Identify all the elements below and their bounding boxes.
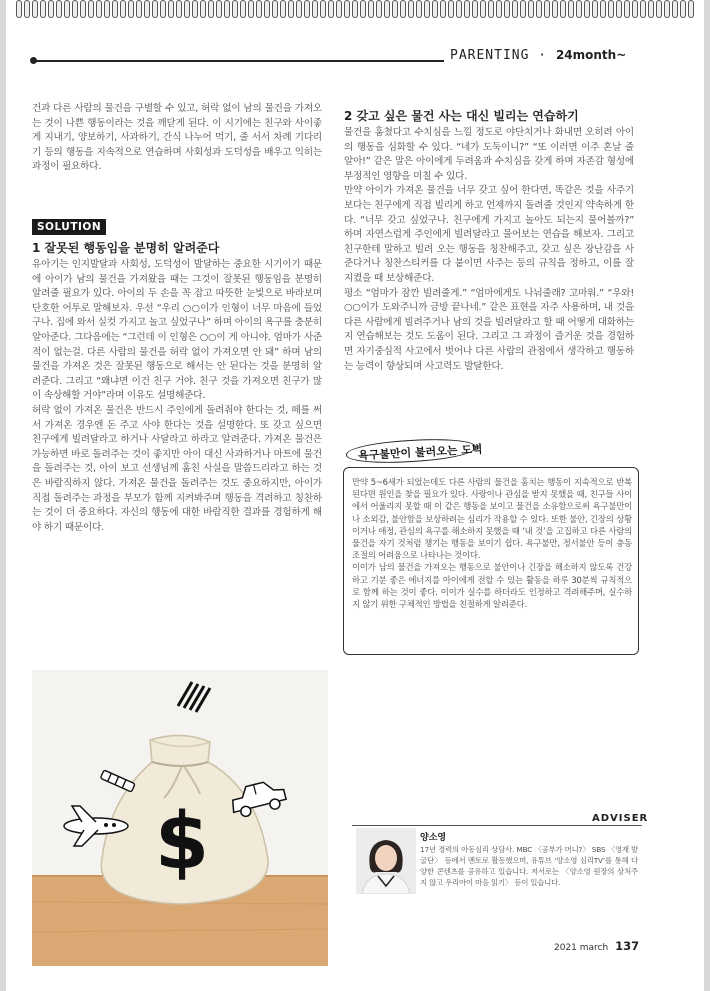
binding-ring (384, 0, 390, 18)
binding-ring (536, 0, 542, 18)
adviser-label: ADVISER (592, 813, 649, 824)
binding-ring (648, 0, 654, 18)
binding-ring (552, 0, 558, 18)
binding-ring (432, 0, 438, 18)
binding-ring (392, 0, 398, 18)
binding-ring (544, 0, 550, 18)
tip-body-2: 이이가 남의 물건을 가져오는 행동으로 불안이나 긴장을 해소하지 않도록 건강하고 기분 좋은 에너지를 아이에게 전할 수 있는 활동을 하루 30분씩 규칙적으로 함께 하는 것이 좋다. 이이가 실수를 하더라도 인정하고 격려해주며, 실수하지 않기 위한 구체적인 방법을 친절하게 알려준다. (352, 562, 632, 610)
section-2-body-1: 물건을 훔쳤다고 수치심을 느낄 정도로 야단치거나 화내면 오히려 아이의 행동을 심화할 수 있다. “네가 도둑이니?” “또 이러면 이주 혼날 줄 알아!” 같은 말은 아이에게 두려움과 수치심을 갖게 하며 자존감 형성에 부정적인 영향을 미칠 수 있다. (344, 127, 634, 182)
binding-ring (488, 0, 494, 18)
adviser-name: 양소영 (420, 833, 447, 843)
binding-ring (640, 0, 646, 18)
binding-ring (240, 0, 246, 18)
binding-ring (248, 0, 254, 18)
binding-ring (320, 0, 326, 18)
binding-ring (440, 0, 446, 18)
svg-text:$: $ (154, 797, 210, 887)
binding-ring (456, 0, 462, 18)
binding-ring (616, 0, 622, 18)
binding-ring (64, 0, 70, 18)
adviser-rule (352, 825, 642, 826)
binding-ring (184, 0, 190, 18)
adviser-portrait (356, 828, 416, 894)
binding-ring (496, 0, 502, 18)
section-2 (344, 108, 634, 374)
binding-ring (328, 0, 334, 18)
binding-ring (528, 0, 534, 18)
binding-ring (416, 0, 422, 18)
section-2-body-2: 만약 아이가 가져온 물건을 너무 갖고 싶어 한다면, 똑같은 것을 사주기보다는 친구에게 직접 빌리게 하고 언제까지 돌려줄 것인지 약속하게 한다. “너무 갖고 싶었구나. 친구에게 가지고 놀아도 되는지 물어볼까?” 하며 자연스럽게 주인에게 빌려달라고 물어보는 연습을 해보자. 그리고 친구한테 말하고 빌려 오는 행동을 칭찬해주고, 갖고 싶은 장난감을 사준다거나 칭찬스티커를 다 붙이면 사주는 등의 규칙을 정하고, 이를 잘 지켰을 때 보상해준다. (344, 185, 634, 284)
section-2-body-3: 평소 “엄마가 잠깐 빌려줄게.” “엄마에게도 나눠줄래? 고마워.” “우와! ○○이가 도와주니까 금방 끝나네.” 같은 표현을 자주 사용하며, 내 것을 다른 사람에게 빌려주거나 남의 것을 빌려달라고 할 때 어떻게 대화하는지 연습해보는 것도 도움이 된다. 그리고 그 과정이 즐거운 것을 경험하면 자기중심적 사고에서 벗어나 다른 사람의 관점에서 생각하고 행동하는 능력이 향상되며 사고력도 발달한다. (344, 287, 634, 372)
binding-ring (208, 0, 214, 18)
binding-ring (632, 0, 638, 18)
binding-ring (144, 0, 150, 18)
binding-ring (24, 0, 30, 18)
binding-ring (584, 0, 590, 18)
binding-ring (80, 0, 86, 18)
header-rule (34, 60, 444, 62)
binding-ring (680, 0, 686, 18)
binding-ring (160, 0, 166, 18)
binding-ring (48, 0, 54, 18)
section-subtitle: 24month~ (555, 48, 627, 62)
binding-ring (368, 0, 374, 18)
page-number: 137 (615, 939, 640, 953)
intro-paragraph: 건과 다른 사람의 물건을 구별할 수 있고, 허락 없이 남의 물건을 가져오는 것이 나쁜 행동이라는 것을 깨닫게 된다. 이 시기에는 친구와 사이좋게 지내기, 양보하기, 사과하기, 간식 나누어 먹기, 줄 서서 차례 기다리기 등의 행동을 지속적으로 연습하며 사회성과 도덕성을 배우고 익히는 과정이 필요하다. (32, 103, 322, 173)
binding-ring (664, 0, 670, 18)
binding-ring (672, 0, 678, 18)
section-1-heading: 1 잘못된 행동임을 분명히 알려준다 (32, 241, 220, 255)
binding-ring (56, 0, 62, 18)
binding-ring (200, 0, 206, 18)
binding-ring (688, 0, 694, 18)
binding-ring (608, 0, 614, 18)
binding-ring (480, 0, 486, 18)
binding-ring (472, 0, 478, 18)
binding-ring (72, 0, 78, 18)
binding-ring (168, 0, 174, 18)
adviser-bio: 17년 경력의 아동심리 상담사. MBC 〈공부가 머니?〉 SBS 〈영재 발굴단〉 등에서 멘토로 활동했으며, 유튜브 ‘양소영 심리TV’를 통해 다양한 콘텐츠를 공유하고 있습니다. 저서로는 〈양소영 원장의 상처주지 않고 우리아이 마음 읽기〉 등이 있습니다. (420, 845, 638, 887)
binding-ring (88, 0, 94, 18)
binding-ring (656, 0, 662, 18)
binding-ring (128, 0, 134, 18)
solution-badge: SOLUTION (32, 219, 106, 235)
binding-ring (224, 0, 230, 18)
binding-ring (512, 0, 518, 18)
money-bag-illustration (32, 670, 328, 966)
section-1 (32, 240, 322, 535)
issue-date: 2021 march (554, 943, 609, 953)
binding-ring (336, 0, 342, 18)
binding-ring (600, 0, 606, 18)
binding-ring (112, 0, 118, 18)
magazine-page (6, 0, 704, 991)
binding-ring (592, 0, 598, 18)
binding-ring (272, 0, 278, 18)
binding-ring (360, 0, 366, 18)
binding-ring (216, 0, 222, 18)
binding-ring (152, 0, 158, 18)
binding-ring (192, 0, 198, 18)
binding-ring (352, 0, 358, 18)
section-name: PARENTING (450, 48, 530, 63)
tip-title: 욕구불만이 불러오는 도벽 (357, 442, 483, 463)
tip-body-1: 만약 5~6세가 되었는데도 다른 사람의 물건을 훔치는 행동이 지속적으로 반복된다면 원인을 찾을 필요가 있다. 사랑이나 관심을 받지 못했을 때, 친구들 사이에서 어울리지 못할 때 이 같은 행동을 보이고 물건을 소유함으로써 욕구불만이나 소외감, 불안함을 보상하려는 심리가 작용할 수 있다. 또한 불안, 긴장의 상황이거나 애정, 관심의 욕구를 해소하지 못했을 때 ‘내 것’을 고집하고 다른 사람의 물건을 자기 것처럼 챙기는 행동을 보이기 쉽다. 욕구불만, 정서불안 등이 충동조절의 어려움으로 나타나는 것이다. (352, 477, 632, 561)
binding-ring (568, 0, 574, 18)
binding-ring (32, 0, 38, 18)
binding-ring (264, 0, 270, 18)
binding-ring (424, 0, 430, 18)
money-bag-photo (32, 670, 328, 966)
adviser-portrait-drawing (356, 828, 416, 894)
binding-ring (408, 0, 414, 18)
binding-ring (256, 0, 262, 18)
section-1-body-2: 허락 없이 가져온 물건은 반드시 주인에게 돌려줘야 한다는 것, 떼를 써서 가져온 경우엔 돈 주고 사야 한다는 것을 설명한다. 또 갖고 싶으면 친구에게 빌려달라고 하거나 사달라고 하라고 알려준다. 가져온 물건은 가능하면 바로 돌려주는 것이 좋지만 아이 대신 사과하거나 마트에 물건을 돌려주는 것, 아이 보고 선생님께 훔친 사실을 말씀드리라고 하는 것은 바람직하지 않다. 가져온 물건을 돌려주는 것도 중요하지만, 아이가 직접 돌려주는 과정을 부모가 함께 지켜봐주며 행동을 격려하고 칭찬하는 것이 더 중요하다. 자신의 행동에 대한 바람직한 결과를 경험하게 해야 하기 때문이다. (32, 404, 322, 533)
binding-ring (104, 0, 110, 18)
binding-ring (448, 0, 454, 18)
binding-ring (400, 0, 406, 18)
binding-ring (304, 0, 310, 18)
section-2-heading: 2 갖고 싶은 물건 사는 대신 빌리는 연습하기 (344, 109, 579, 123)
binding-ring (504, 0, 510, 18)
binding-ring (40, 0, 46, 18)
section-header (450, 48, 626, 63)
binding-ring (96, 0, 102, 18)
binding-ring (120, 0, 126, 18)
binding-ring (16, 0, 22, 18)
binding-ring (560, 0, 566, 18)
binding-ring (464, 0, 470, 18)
binding-ring (232, 0, 238, 18)
binding-ring (520, 0, 526, 18)
page-footer (554, 939, 639, 953)
binding-ring (376, 0, 382, 18)
binding-ring (280, 0, 286, 18)
binding-ring (136, 0, 142, 18)
binding-ring (344, 0, 350, 18)
binding-ring (288, 0, 294, 18)
header-separator: · (538, 48, 556, 63)
section-1-body-1: 유아기는 인지발달과 사회성, 도덕성이 발달하는 중요한 시기이기 때문에 아이가 남의 물건을 가져왔을 때는 그것이 잘못된 행동임을 분명히 알려줄 필요가 있다. 아이의 두 손을 꼭 잡고 따뜻한 눈빛으로 바라보며 단호한 어투로 말해보자. 우선 “우리 ○○이가 인형이 너무 마음에 들었구나. 집에 와서 실컷 가지고 놀고 싶었구나” 하며 아이의 욕구를 충분히 알아준다. 그다음에는 “그런데 이 인형은 ○○이 게 아니야. 엄마가 사준 적이 없는걸. 다른 사람의 물건을 허락 없이 가져오면 안 돼” 하며 남의 물건을 가져온 것은 잘못된 행동으로 해서는 안 된다는 것을 분명히 알려준다. 그리고 “왜냐면 이건 친구 거야. 친구 것을 가져오면 친구가 많이 속상해할 거야”라며 이유도 설명해준다. (32, 259, 323, 402)
binding-ring (176, 0, 182, 18)
binding-ring (624, 0, 630, 18)
spiral-binding (6, 0, 704, 20)
binding-ring (576, 0, 582, 18)
binding-ring (312, 0, 318, 18)
binding-ring (296, 0, 302, 18)
tip-body (352, 476, 632, 610)
